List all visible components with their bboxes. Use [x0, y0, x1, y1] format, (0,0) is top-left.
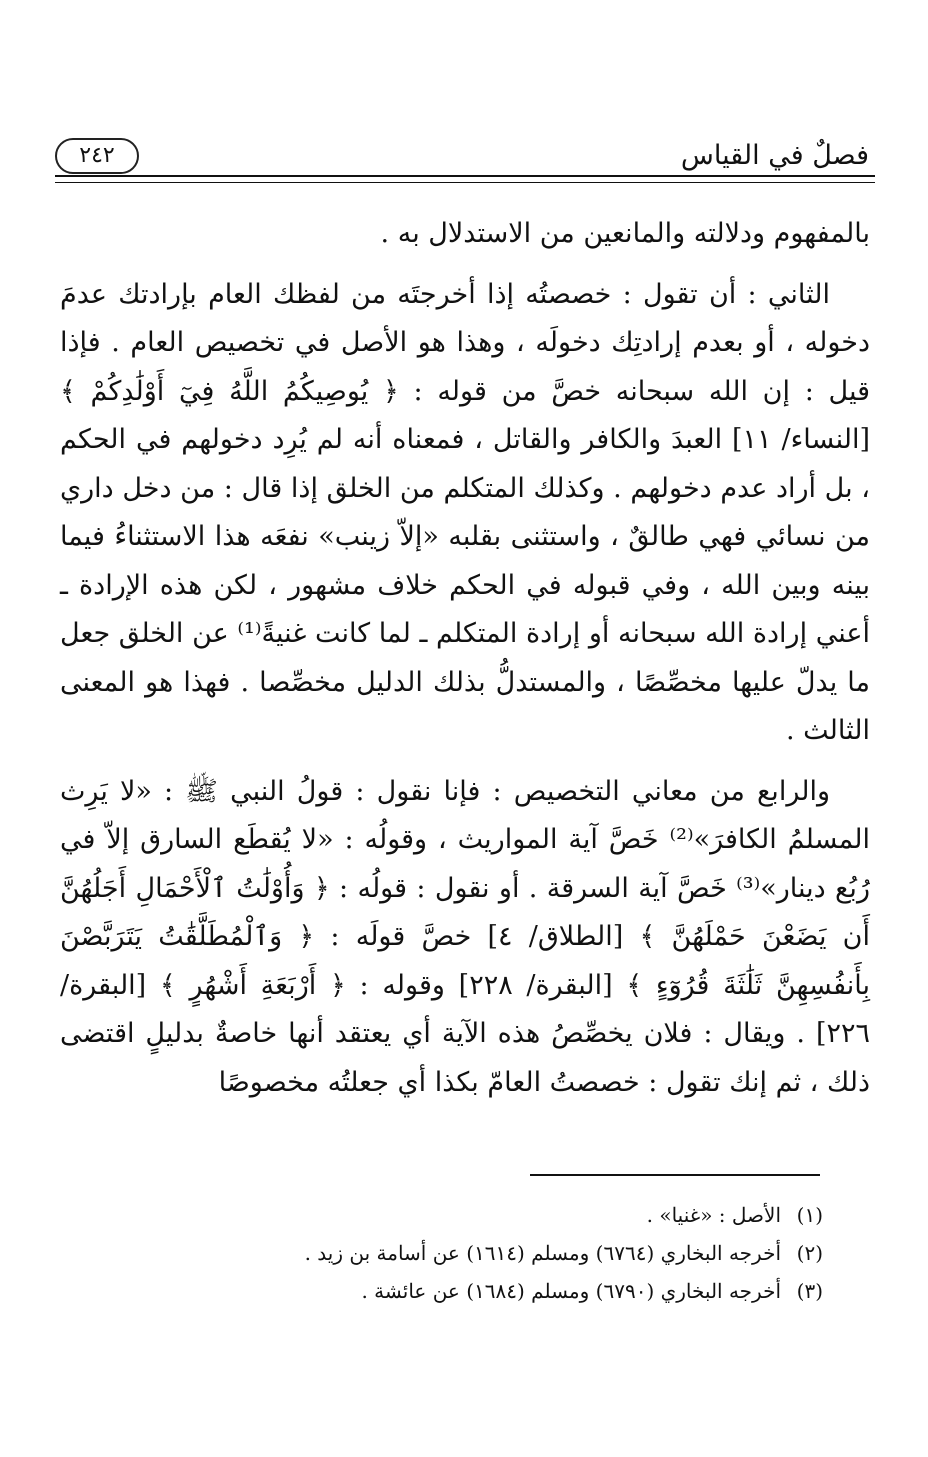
footnote-number: (٢): [796, 1241, 823, 1265]
footnote-number: (٣): [796, 1279, 823, 1303]
running-title: فصلٌ في القياس: [680, 140, 869, 171]
page-header: [55, 138, 875, 178]
main-text: [60, 210, 870, 1119]
footnote-text: أخرجه البخاري (٦٧٦٤) ومسلم (١٦١٤) عن أسامة بن زيد .: [304, 1241, 781, 1265]
footnote-number: (١): [796, 1203, 823, 1227]
footnote-text: الأصل : «غنيا» .: [646, 1203, 781, 1227]
paragraph-fourth-meaning: والرابع من معاني التخصيص : فإنا نقول : قولُ النبي ﷺ : «لا يَرِث المسلمُ الكافرَ»⁽²⁾ خَصَّ آية المواريث ، وقولُه : «لا يُقطَع السارق إلاّ في رُبُع دينار»⁽³⁾ خَصَّ آية السرقة . أو نقول : قولُه : ﴿ وَأُوْلَٰتُ ٱلْأَحْمَالِ أَجَلُهُنَّ أَن يَضَعْنَ حَمْلَهُنَّ ﴾ [الطلاق/ ٤] خصَّ قولَه : ﴿ وَٱلْمُطَلَّقَٰتُ يَتَرَبَّصْنَ بِأَنفُسِهِنَّ ثَلَٰثَةَ قُرُوٓءٍ ﴾ [البقرة/ ٢٢٨] وقوله : ﴿ أَرْبَعَةِ أَشْهُرٍ ﴾ [البقرة/ ٢٢٦] . ويقال : فلان يخصِّصُ هذه الآية أي يعتقد أنها خاصةٌ بدليلٍ اقتضى ذلك ، ثم إنك تقول : خصصتُ العامّ بكذا أي جعلتُه مخصوصًا: [60, 775, 870, 1098]
footnote: [123, 1196, 823, 1234]
footnotes: [123, 1196, 823, 1310]
paragraph-continuation: بالمفهوم ودلالته والمانعين من الاستدلال به .: [380, 218, 870, 249]
header-rule: [55, 175, 875, 183]
footnote-separator: [530, 1174, 820, 1176]
paragraph-second-meaning: الثاني : أن تقول : خصصتُه إذا أخرجتَه من لفظك العام بإرادتك عدمَ دخوله ، أو بعدم إرادتِك دخولَه ، وهذا هو الأصل في تخصيص العام . فإذا قيل : إن الله سبحانه خصَّ من قوله : ﴿ يُوصِيكُمُ اللَّهُ فِيٓ أَوْلَٰدِكُمْ ﴾ [النساء/ ١١] العبدَ والكافر والقاتل ، فمعناه أنه لم يُرِد دخولهم في الحكم ، بل أراد عدم دخولهم . وكذلك المتكلم من الخلق إذا قال : من دخل داري من نسائي فهي طالقٌ ، واستثنى بقلبه «إلاّ زينب» نفعَه هذا الاستثناءُ فيما بينه وبين الله ، وفي قبوله في الحكم خلاف مشهور ، لكن هذه الإرادة ـ أعني إرادة الله سبحانه أو إرادة المتكلم ـ لما كانت غنيةً⁽¹⁾ عن الخلق جعل ما يدلّ عليها مخصِّصًا ، والمستدلُّ بذلك الدليل مخصِّصا . فهذا هو المعنى الثالث .: [60, 278, 870, 746]
footnote: [123, 1272, 823, 1310]
page-number-badge: ٢٤٢: [55, 138, 139, 174]
footnote: [123, 1234, 823, 1272]
footnote-text: أخرجه البخاري (٦٧٩٠) ومسلم (١٦٨٤) عن عائشة .: [361, 1279, 781, 1303]
